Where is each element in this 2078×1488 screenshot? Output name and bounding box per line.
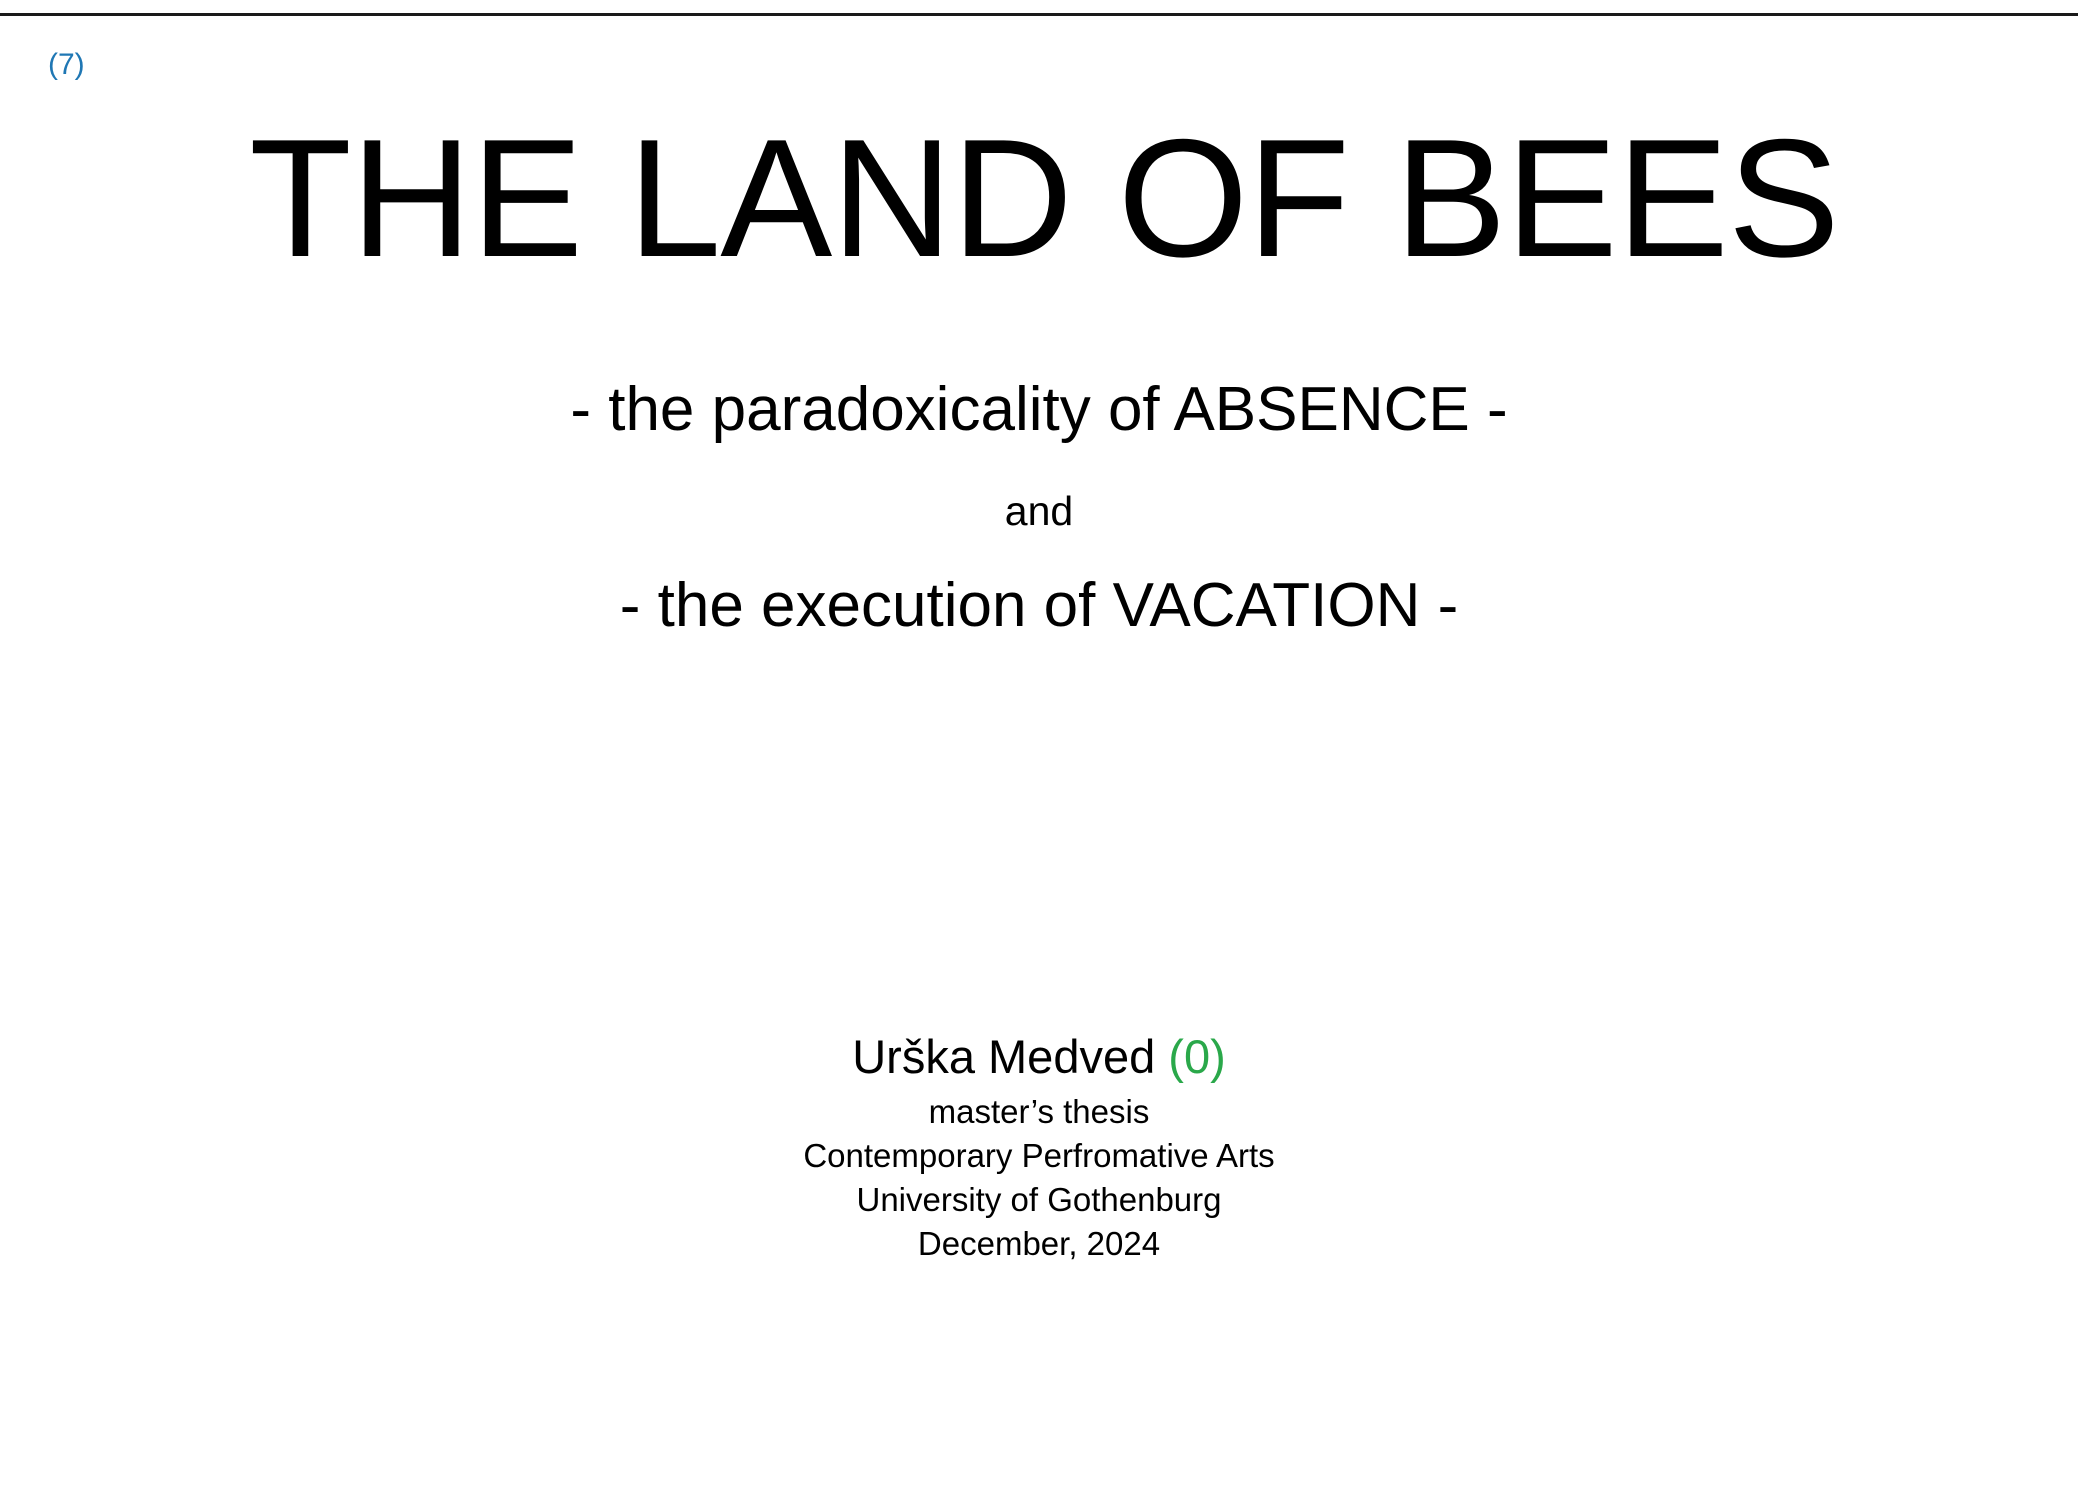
author-meta-line-3: University of Gothenburg <box>856 1180 1222 1218</box>
subtitle-vacation: - the execution of VACATION - <box>619 570 1459 640</box>
author-marker: (0) <box>1168 1030 1226 1083</box>
author-meta-line-4: December, 2024 <box>917 1224 1161 1262</box>
author-meta-line-2: Contemporary Perfromative Arts <box>803 1136 1275 1174</box>
title-block <box>0 104 2078 640</box>
author-name-line <box>0 1030 2078 1084</box>
top-divider <box>0 13 2078 16</box>
page-marker: (7) <box>48 48 85 81</box>
page-title: THE LAND OF BEES <box>249 104 1839 292</box>
author-meta-line-1: master’s thesis <box>928 1093 1150 1131</box>
author-name: Urška Medved <box>852 1030 1169 1083</box>
subtitle-conjunction: and <box>1004 487 1074 534</box>
author-meta <box>0 1090 2078 1266</box>
author-block <box>0 1030 2078 1266</box>
subtitle-absence: - the paradoxicality of ABSENCE - <box>570 375 1508 445</box>
